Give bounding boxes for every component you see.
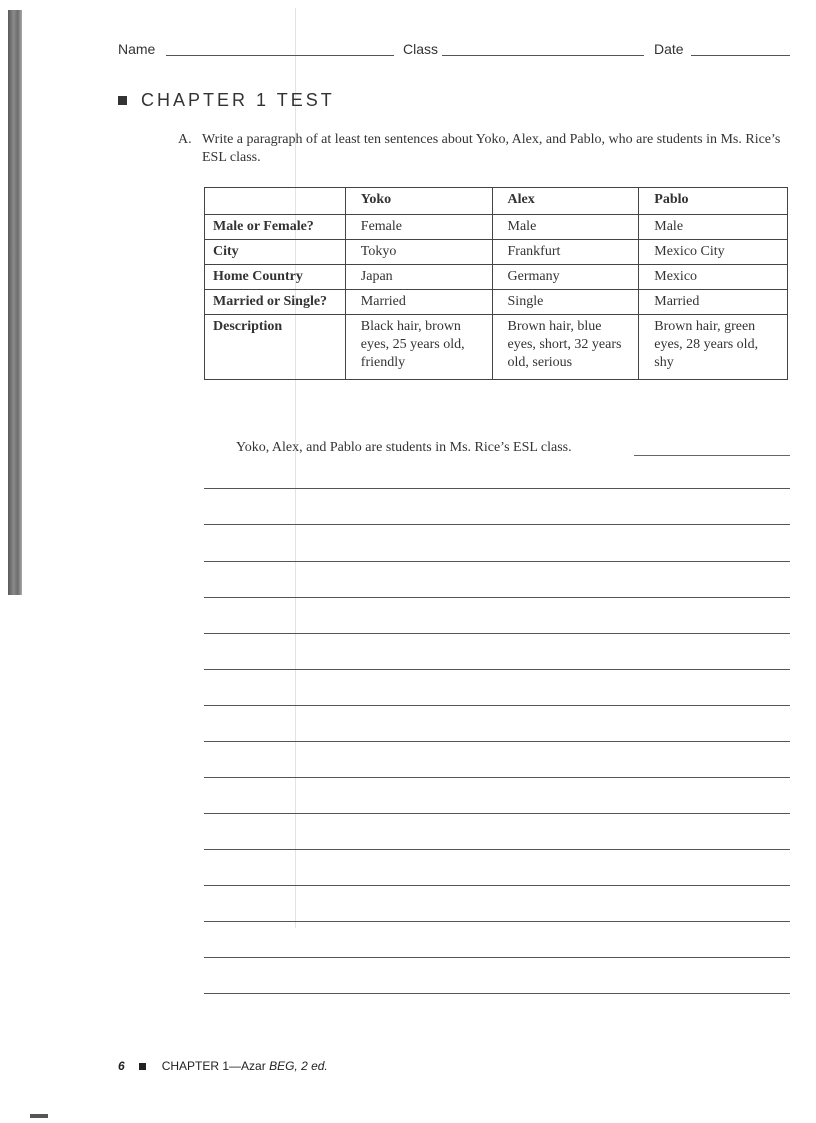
writing-line[interactable] [204,849,790,850]
table-row [205,265,788,290]
writing-line[interactable] [204,993,790,994]
table-cell: Brown hair, blue eyes, short, 32 years old, serious [492,315,639,380]
row-label: Description [205,315,346,380]
table-cell: Married [345,290,492,315]
table-cell: Frankfurt [492,240,639,265]
writing-line[interactable] [204,561,790,562]
writing-line[interactable] [204,813,790,814]
name-label: Name [118,41,156,57]
writing-line[interactable] [204,633,790,634]
writing-line[interactable] [204,488,790,489]
table-header-cell: Yoko [345,188,492,215]
writing-line[interactable] [204,741,790,742]
date-field[interactable] [691,55,790,56]
table-cell: Married [639,290,788,315]
footer-chapter: CHAPTER 1—Azar [161,1059,266,1073]
table-row [205,240,788,265]
writing-line[interactable] [204,705,790,706]
table-cell: Tokyo [345,240,492,265]
footer-book-title: BEG, 2 ed. [269,1059,328,1073]
square-bullet-icon [139,1063,146,1070]
writing-line[interactable] [204,921,790,922]
exercise-marker: A. [178,132,192,147]
row-label: Male or Female? [205,215,346,240]
square-bullet-icon [118,96,127,105]
table-cell: Germany [492,265,639,290]
instruction-text: Write a paragraph of at least ten sentences about Yoko, Alex, and Pablo, who are students in Ms. Rice’s ESL class. [202,132,781,165]
writing-line[interactable] [204,669,790,670]
writing-line[interactable] [204,777,790,778]
row-label: Home Country [205,265,346,290]
table-cell: Female [345,215,492,240]
chapter-title-text: CHAPTER 1 TEST [141,90,335,110]
table-header-cell: Alex [492,188,639,215]
class-label: Class [403,41,439,57]
exercise-instruction [178,131,788,167]
table-cell: Black hair, brown eyes, 25 years old, friendly [345,315,492,380]
lead-sentence: Yoko, Alex, and Pablo are students in Ms. Rice’s ESL class. [236,440,572,455]
table-header-cell [205,188,346,215]
table-cell: Mexico [639,265,788,290]
table-row [205,215,788,240]
writing-line[interactable] [204,885,790,886]
table-cell: Mexico City [639,240,788,265]
scan-smudge [30,1114,48,1118]
table-cell: Male [492,215,639,240]
date-label: Date [654,41,684,57]
table-header-row [205,188,788,215]
student-info-table [204,187,788,380]
table-row [205,315,788,380]
page-number: 6 [118,1059,125,1073]
writing-line[interactable] [204,957,790,958]
table-header-cell: Pablo [639,188,788,215]
book-spine-shadow [8,10,22,595]
table-cell: Single [492,290,639,315]
class-field[interactable] [442,55,644,56]
table-cell: Japan [345,265,492,290]
name-field[interactable] [166,55,394,56]
row-label: City [205,240,346,265]
chapter-title [118,90,335,111]
row-label: Married or Single? [205,290,346,315]
table-cell: Brown hair, green eyes, 28 years old, shy [639,315,788,380]
table-row [205,290,788,315]
student-info-header [118,40,790,60]
writing-line[interactable] [204,524,790,525]
page-footer [118,1059,328,1073]
writing-line[interactable] [204,597,790,598]
writing-line[interactable] [634,455,790,456]
table-cell: Male [639,215,788,240]
